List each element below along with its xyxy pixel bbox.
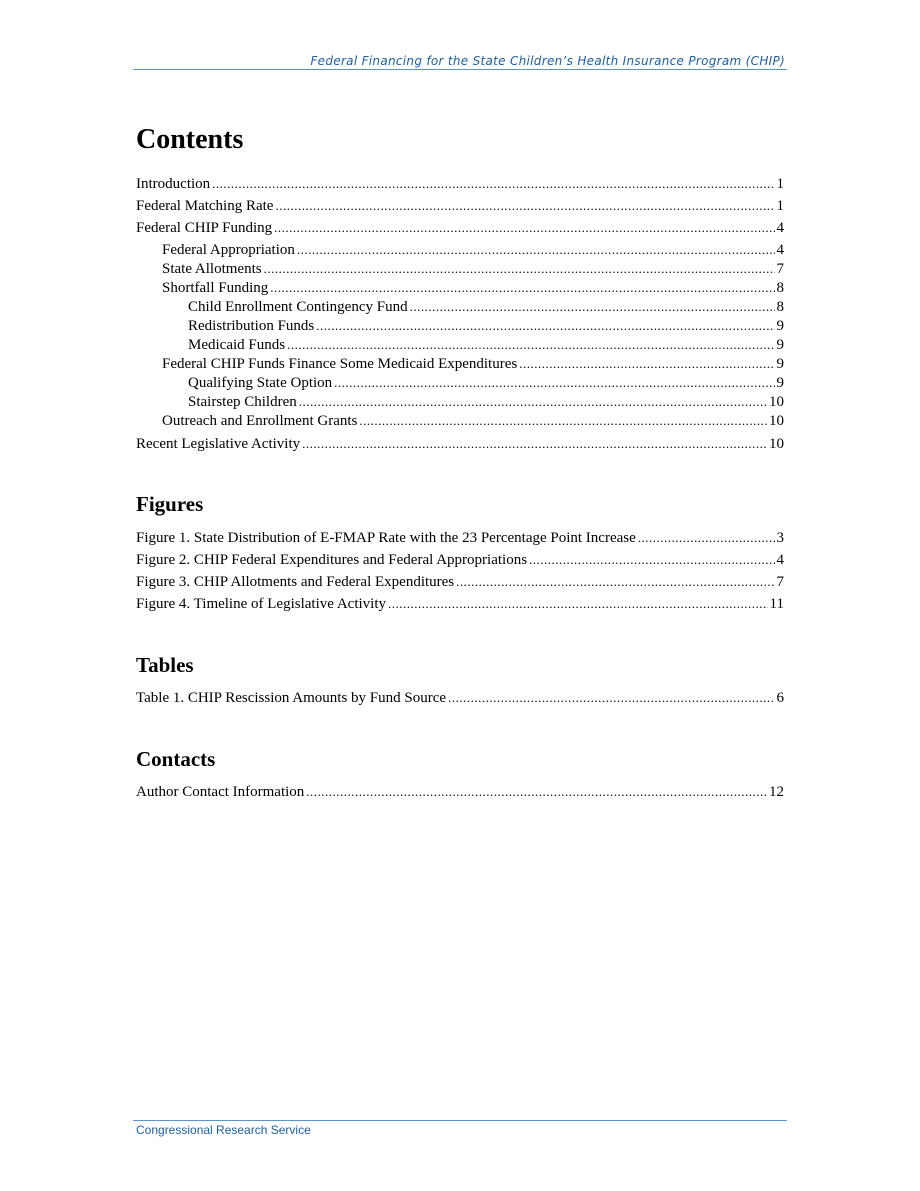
contacts-heading: Contacts (136, 747, 216, 771)
figure-entry-page: 11 (769, 596, 784, 612)
toc-entry-label: Stairstep Children (188, 394, 297, 410)
dot-leader (306, 782, 767, 802)
dot-leader (456, 572, 774, 592)
table-entry-1[interactable] (136, 688, 784, 708)
toc-entry-page: 10 (769, 436, 784, 452)
toc-entry-label: Qualifying State Option (188, 375, 333, 391)
toc-entry-label: Federal Appropriation (162, 242, 295, 258)
toc-entry-label: Federal CHIP Funding (136, 220, 273, 236)
toc-entry-page: 8 (776, 280, 784, 296)
figure-entry-1[interactable] (136, 528, 784, 548)
toc-entry-stairstep-children[interactable] (136, 392, 784, 412)
dot-leader (638, 528, 775, 548)
toc-entry-medicaid-funds[interactable] (136, 335, 784, 355)
toc-entry-page: 4 (776, 242, 784, 258)
toc-entry-label: Outreach and Enrollment Grants (162, 413, 358, 429)
toc-entry-page: 9 (776, 356, 784, 372)
contact-entry-page: 12 (769, 784, 784, 800)
toc-entry-child-enrollment-contingency-fund[interactable] (136, 297, 784, 317)
table-entry-label: Table 1. CHIP Rescission Amounts by Fund Source (136, 690, 447, 706)
toc-entry-label: Federal Matching Rate (136, 198, 274, 214)
contact-entry-label: Author Contact Information (136, 784, 305, 800)
toc-entry-state-allotments[interactable] (136, 259, 784, 279)
toc-entry-label: Recent Legislative Activity (136, 436, 301, 452)
figure-entry-label: Figure 3. CHIP Allotments and Federal Expenditures (136, 574, 455, 590)
dot-leader (519, 354, 774, 374)
toc-entry-shortfall-funding[interactable] (136, 278, 784, 298)
toc-entry-federal-chip-funds-medicaid[interactable] (136, 354, 784, 374)
dot-leader (529, 550, 774, 570)
footer-rule (133, 1120, 787, 1121)
toc-entry-label: Federal CHIP Funds Finance Some Medicaid Expenditures (162, 356, 518, 372)
dot-leader (334, 373, 774, 393)
toc-entry-label: Medicaid Funds (188, 337, 286, 353)
toc-entry-page: 9 (776, 337, 784, 353)
toc-entry-federal-appropriation[interactable] (136, 240, 784, 260)
toc-entry-page: 7 (776, 261, 784, 277)
dot-leader (388, 594, 768, 614)
figure-entry-label: Figure 4. Timeline of Legislative Activity (136, 596, 386, 612)
figure-entry-2[interactable] (136, 550, 784, 570)
header-rule (133, 69, 787, 70)
toc-entry-page: 10 (769, 394, 784, 410)
dot-leader (297, 240, 775, 260)
figure-entry-page: 3 (776, 530, 784, 546)
figure-entry-page: 7 (776, 574, 784, 590)
table-entry-page: 6 (776, 690, 784, 706)
toc-entry-label: Child Enrollment Contingency Fund (188, 299, 408, 315)
figure-entry-label: Figure 2. CHIP Federal Expenditures and Federal Appropriations (136, 552, 528, 568)
toc-entry-qualifying-state-option[interactable] (136, 373, 784, 393)
toc-entry-recent-legislative-activity[interactable] (136, 434, 784, 454)
toc-entry-page: 1 (776, 176, 784, 192)
dot-leader (264, 259, 775, 279)
dot-leader (287, 335, 774, 355)
figure-entry-4[interactable] (136, 594, 784, 614)
running-header: Federal Financing for the State Children’s Health Insurance Program (CHIP) (310, 54, 785, 68)
toc-entry-redistribution-funds[interactable] (136, 316, 784, 336)
toc-entry-page: 9 (776, 318, 784, 334)
figure-entry-label: Figure 1. State Distribution of E-FMAP Rate with the 23 Percentage Point Increase (136, 530, 636, 546)
dot-leader (212, 174, 774, 194)
toc-entry-introduction[interactable] (136, 174, 784, 194)
figure-entry-3[interactable] (136, 572, 784, 592)
figures-heading: Figures (136, 492, 204, 516)
toc-entry-label: Introduction (136, 176, 211, 192)
dot-leader (275, 196, 774, 216)
tables-heading: Tables (136, 653, 194, 677)
toc-entry-label: Shortfall Funding (162, 280, 269, 296)
figure-entry-page: 4 (776, 552, 784, 568)
footer-organization: Congressional Research Service (136, 1123, 311, 1137)
toc-entry-federal-chip-funding[interactable] (136, 218, 784, 238)
dot-leader (448, 688, 774, 708)
toc-entry-outreach-enrollment-grants[interactable] (136, 411, 784, 431)
contents-heading: Contents (136, 124, 244, 155)
dot-leader (316, 316, 774, 336)
contact-entry-author[interactable] (136, 782, 784, 802)
dot-leader (274, 218, 774, 238)
dot-leader (359, 411, 767, 431)
dot-leader (302, 434, 767, 454)
toc-entry-label: State Allotments (162, 261, 262, 277)
toc-entry-page: 1 (776, 198, 784, 214)
toc-entry-label: Redistribution Funds (188, 318, 315, 334)
toc-entry-page: 4 (776, 220, 784, 236)
toc-entry-federal-matching-rate[interactable] (136, 196, 784, 216)
dot-leader (270, 278, 774, 298)
toc-entry-page: 9 (776, 375, 784, 391)
toc-entry-page: 10 (769, 413, 784, 429)
toc-entry-page: 8 (776, 299, 784, 315)
dot-leader (299, 392, 767, 412)
dot-leader (410, 297, 775, 317)
